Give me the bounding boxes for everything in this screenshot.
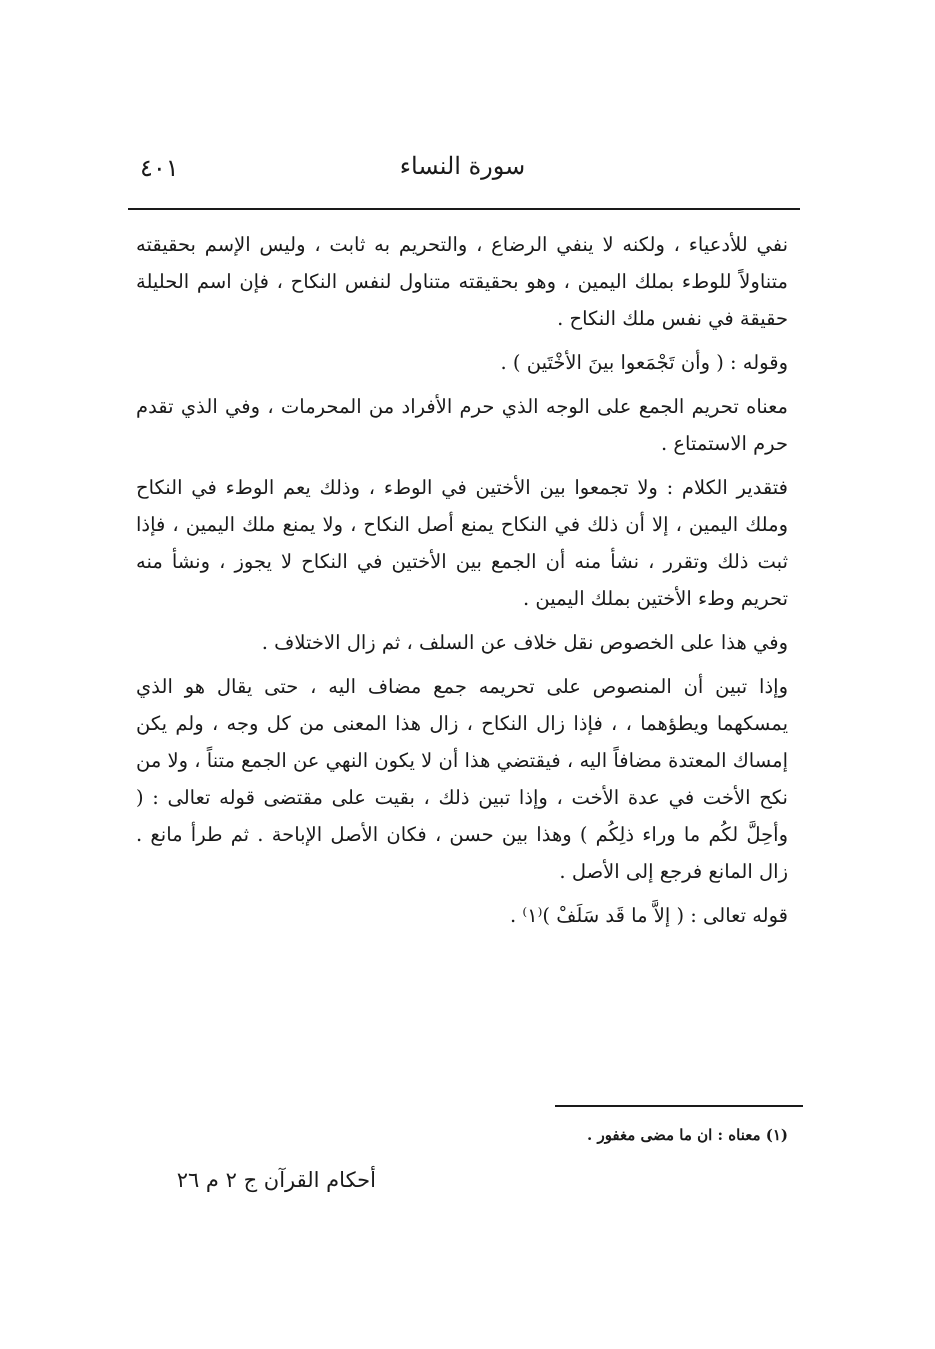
page-number: ٤٠١ (140, 154, 179, 182)
paragraph-4: وفي هذا على الخصوص نقل خلاف عن السلف ، ثم زال الاختلاف . (261, 631, 788, 654)
paragraph-3: فتقدير الكلام : ولا تجمعوا بين الأختين في الوطء ، وذلك يعم الوطء في النكاح وملك اليمين ، إلا أن ذلك في النكاح يمنع أصل النكاح ، ولا يمنع ملك اليمين ، فإذا ثبت ذلك وتقرر ، نشأ منه أن الجمع بين الأختين في النكاح لا يجوز ، ونشأ منه تحريم وطء الأختين بملك اليمين . (136, 476, 788, 610)
verse-quote-2: قوله تعالى : ( إلاَّ ما قَد سَلَفْ )⁽١⁾ . (509, 904, 788, 927)
verse-quote-1: وقوله : ( وأن تَجْمَعوا بينَ الأخْتَين ) . (500, 351, 788, 374)
main-text (136, 226, 788, 934)
header-divider (128, 208, 800, 210)
paragraph-2: معناه تحريم الجمع على الوجه الذي حرم الأفراد من المحرمات ، وفي الذي تقدم حرم الاستمتاع . (136, 395, 788, 455)
page-header (130, 150, 795, 200)
running-title: سورة النساء (399, 152, 526, 180)
paragraph-5: وإذا تبين أن المنصوص على تحريمه جمع مضاف اليه ، حتى يقال هو الذي يمسكهما ويطؤهما ، ، فإذا زال النكاح ، زال هذا المعنى من كل وجه ، ولم يكن إمساك المعتدة مضافاً اليه ، فيقتضي هذا أن لا يكون النهي عن الجمع متناً ، ولا من نكح الأخت في عدة الأخت ، وإذا تبين ذلك ، بقيت على مقتضى قوله تعالى : ( وأحِلَّ لكُم ما وراء ذلِكُم ) وهذا بين حسن ، فكان الأصل الإباحة . ثم طرأ مانع . زال المانع فرجع إلى الأصل . (136, 675, 788, 883)
footnote: (١) معناه : ان ما مضى مغفور . (587, 1126, 788, 1144)
paragraph-1: نفي للأدعياء ، ولكنه لا ينفي الرضاع ، والتحريم به ثابت ، وليس الإسم بحقيقته متناولاً للوطء بملك اليمين ، وهو بحقيقته متناول لنفس النكاح ، فإن اسم الحليلة حقيقة في نفس ملك النكاح . (136, 233, 788, 330)
printer-signature: أحكام القرآن ج ٢ م ٢٦ (176, 1168, 376, 1192)
footnote-divider (555, 1105, 803, 1107)
